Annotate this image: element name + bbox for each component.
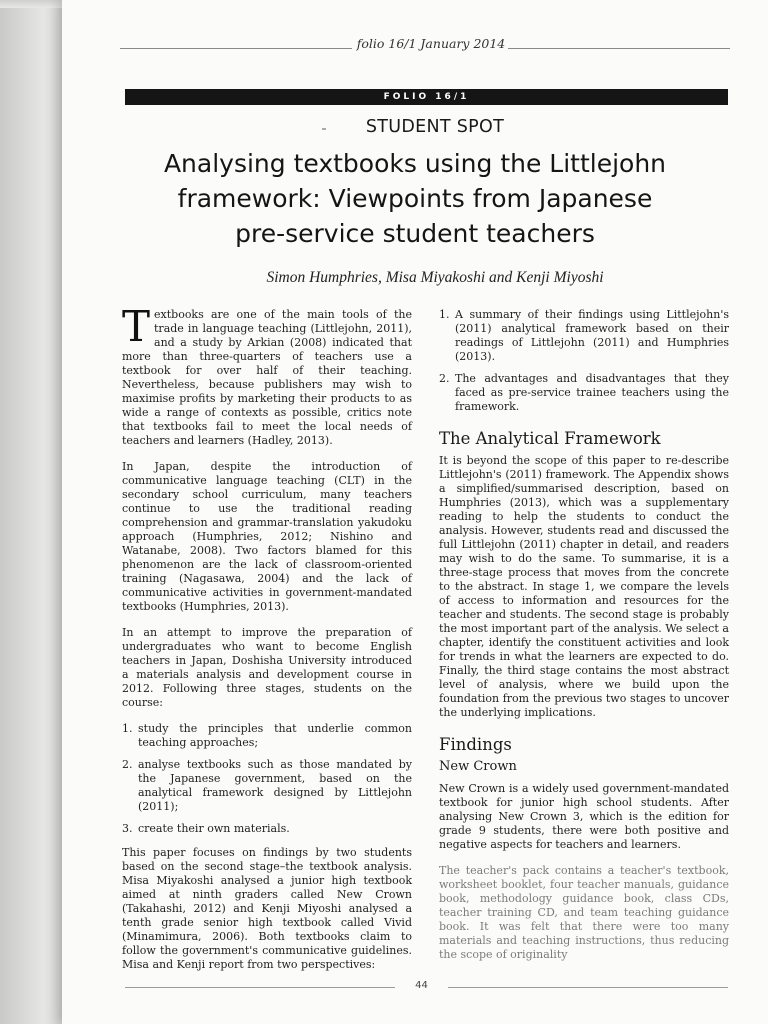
footer-rule-left — [125, 987, 395, 988]
footer-rule-right — [448, 987, 728, 988]
left-column — [122, 302, 412, 984]
running-head-rule-left — [120, 48, 352, 49]
title-line-3: pre-service student teachers — [235, 219, 595, 248]
list-item — [122, 722, 412, 750]
list-item-text: A summary of their findings using Littlejohn's (2011) analytical framework based on their readings of Littlejohn (2011) and Humphries (2013). — [455, 308, 729, 363]
running-head-rule-right — [508, 48, 730, 49]
title-line-1: Analysing textbooks using the Littlejohn — [163, 149, 667, 178]
list-item-text: create their own materials. — [138, 822, 290, 835]
section-kicker: STUDENT SPOT — [365, 117, 505, 137]
list-item-number: 2. — [122, 758, 133, 771]
list-item-number: 1. — [439, 308, 450, 321]
binding-shadow — [0, 0, 62, 1024]
list-item-text: study the principles that underlie common teaching approaches; — [138, 722, 412, 749]
list-item-text: analyse textbooks such as those mandated by the Japanese government, based on the analytical framework designed by Littlejohn (2011); — [138, 758, 412, 813]
list-item-number: 1. — [122, 722, 133, 735]
running-head — [120, 36, 730, 60]
running-head-text: folio 16/1 January 2014 — [356, 36, 506, 51]
framework-paragraph: It is beyond the scope of this paper to re-describe Littlejohn's (2011) framework. The Appendix shows a simplified/summarised description, based on Humphries (2013), which was a supplementary reading to help the students to conduct the analysis. However, students read and discussed the full Littlejohn (2011) chapter in detail, and readers may wish to do the same. To summarise, it is a three-stage process that moves from the concrete to the abstract. In stage 1, we compare the levels of access to information and resources for the teacher and students. The second stage is probably the most important part of the analysis. We select a chapter, identify the constituent activities and look for trends in what the learners are expected to do. Finally, the third stage contains the most abstract level of analysis, where we build upon the foundation from the previous two stages to uncover the underlying implications. — [439, 454, 729, 719]
article-authors: Simon Humphries, Misa Miyakoshi and Kenji Miyoshi — [266, 269, 604, 286]
list-item — [439, 372, 729, 414]
list-item — [122, 758, 412, 814]
article-title — [100, 146, 730, 251]
new-crown-paragraph: New Crown is a widely used government-mandated textbook for junior high school students. After analysing New Crown 3, which is the edition for grade 9 students, there were both positive and negative aspects for teachers and learners. — [439, 782, 729, 851]
intro-paragraph — [122, 302, 412, 448]
course-paragraph: In an attempt to improve the preparation of undergraduates who want to become English teachers in Japan, Doshisha University introduced a materials analysis and development course in 2012. Following three stages, students on the course: — [122, 626, 412, 709]
right-column — [439, 308, 729, 974]
list-item-number: 2. — [439, 372, 450, 385]
perspectives-list — [439, 308, 729, 414]
issue-band: FOLIO 16/1 — [125, 89, 728, 105]
page-number: 44 — [415, 980, 428, 991]
drop-cap: T — [122, 302, 151, 351]
focus-paragraph: This paper focuses on findings by two students based on the second stage–the textbook analysis. Misa Miyakoshi analysed a junior high textbook aimed at ninth graders called New Crown (Takahashi, 2012) and Kenji Miyoshi analysed a tenth grade senior high textbook called Vivid (Minamimura, 2006). Both textbooks claim to follow the government's communicative guidelines. Misa and Kenji report from two perspectives: — [122, 846, 412, 971]
list-item — [122, 822, 412, 836]
teachers-pack-paragraph: The teacher's pack contains a teacher's textbook, worksheet booklet, four teacher manuals, guidance book, methodology guidance book, class CDs, teacher training CD, and team teaching guidance book. It was felt that there were too many materials and teaching instructions, thus reducing the scope of originality — [439, 864, 729, 961]
japan-paragraph: In Japan, despite the introduction of communicative language teaching (CLT) in the secondary school curriculum, many teachers continue to use the traditional reading comprehension and grammar-translation yakudoku approach (Humphries, 2012; Nishino and Watanabe, 2008). Two factors blamed for this phenomenon are the lack of classroom-oriented training (Nagasawa, 2004) and the lack of communicative activities in government-mandated textbooks (Humphries, 2013). — [122, 460, 412, 613]
heading-findings: Findings — [439, 735, 512, 754]
heading-analytical-framework: The Analytical Framework — [439, 429, 661, 448]
list-item-number: 3. — [122, 822, 133, 835]
subheading-new-crown: New Crown — [439, 759, 517, 774]
course-stages-list — [122, 722, 412, 836]
list-item-text: The advantages and disadvantages that they faced as pre-service trainee teachers using the framework. — [455, 372, 729, 413]
list-item — [439, 308, 729, 364]
title-line-2: framework: Viewpoints from Japanese — [177, 184, 653, 213]
intro-paragraph-text: extbooks are one of the main tools of the trade in language teaching (Littlejohn, 2011), and a study by Arkian (2008) indicated that more than three-quarters of teachers use a textbook for over half of their teaching. Nevertheless, because publishers may wish to maximise profits by marketing their products to as wide a range of contexts as possible, critics note that textbooks fail to meet the local needs of teachers and learners (Hadley, 2013). — [122, 308, 412, 447]
